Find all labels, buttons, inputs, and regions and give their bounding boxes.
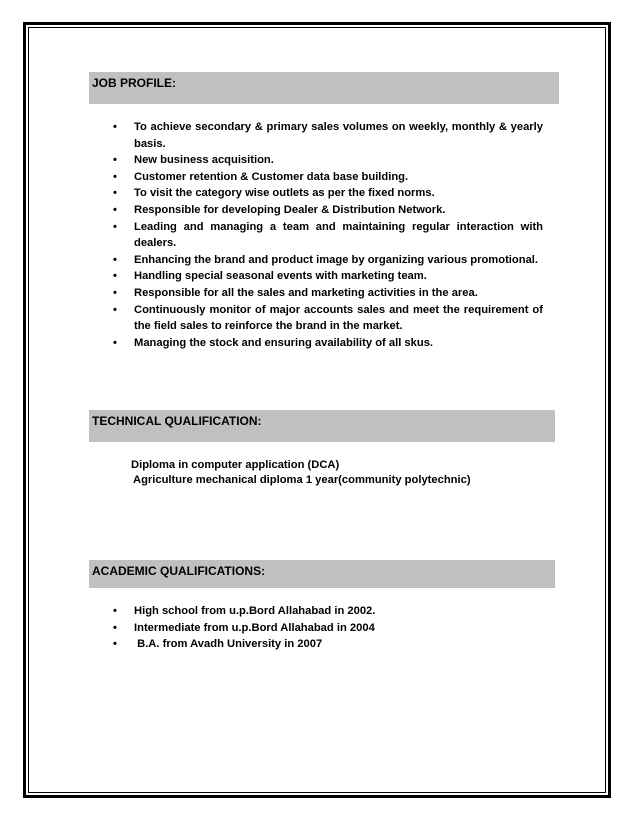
list-item xyxy=(113,285,543,302)
bullet-icon: • xyxy=(113,303,117,316)
list-item-text: Continuously monitor of major accounts sales and meet the requirement of the field sales to reinforce the brand in the market. xyxy=(134,303,543,333)
bullet-icon: • xyxy=(113,154,117,167)
list-item xyxy=(113,302,543,335)
technical-qualification-line: Agriculture mechanical diploma 1 year(community polytechnic) xyxy=(133,473,471,486)
list-item-text: Responsible for developing Dealer & Distribution Network. xyxy=(134,203,446,216)
list-item-text: To achieve secondary & primary sales volumes on weekly, monthly & yearly basis. xyxy=(134,121,543,150)
list-item-text: Managing the stock and ensuring availability of all skus. xyxy=(134,336,434,349)
job-profile-list xyxy=(113,119,543,351)
list-item xyxy=(113,169,543,186)
list-item-text: Handling special seasonal events with marketing team. xyxy=(134,270,427,283)
list-item-text: New business acquisition. xyxy=(134,154,274,167)
bullet-icon: • xyxy=(113,286,117,299)
academic-qualifications-heading: ACADEMIC QUALIFICATIONS: xyxy=(89,560,555,588)
bullet-icon: • xyxy=(113,187,117,200)
bullet-icon: • xyxy=(113,605,117,617)
list-item xyxy=(113,219,543,252)
technical-qualification-heading: TECHNICAL QUALIFICATION: xyxy=(89,410,555,442)
bullet-icon: • xyxy=(113,170,117,183)
list-item xyxy=(113,202,543,219)
list-item-text: To visit the category wise outlets as per the fixed norms. xyxy=(134,187,435,200)
technical-qualification-line: Diploma in computer application (DCA) xyxy=(131,459,340,471)
bullet-icon: • xyxy=(113,638,117,651)
bullet-icon: • xyxy=(113,203,117,216)
bullet-icon: • xyxy=(113,336,117,349)
list-item-text: B.A. from Avadh University in 2007 xyxy=(134,638,323,651)
list-item xyxy=(113,620,543,637)
list-item xyxy=(113,252,543,269)
list-item-text: Leading and managing a team and maintaining regular interaction with dealers. xyxy=(134,220,543,250)
bullet-icon: • xyxy=(113,621,117,634)
list-item-text: Customer retention & Customer data base building. xyxy=(134,170,409,183)
list-item xyxy=(113,335,543,352)
list-item-text: Enhancing the brand and product image by organizing various promotional. xyxy=(134,253,539,266)
bullet-icon: • xyxy=(113,220,117,233)
bullet-icon: • xyxy=(113,253,117,266)
list-item xyxy=(113,119,543,152)
job-profile-heading: JOB PROFILE: xyxy=(89,72,559,104)
list-item-text: Intermediate from u.p.Bord Allahabad in 2004 xyxy=(134,621,375,634)
list-item-text: High school from u.p.Bord Allahabad in 2002. xyxy=(134,605,376,617)
list-item xyxy=(113,268,543,285)
list-item xyxy=(113,603,543,620)
list-item-text: Responsible for all the sales and marketing activities in the area. xyxy=(134,286,478,299)
academic-qualifications-list xyxy=(113,603,543,653)
technical-qualification-block xyxy=(131,458,551,487)
bullet-icon: • xyxy=(113,121,117,133)
list-item xyxy=(113,185,543,202)
list-item xyxy=(113,152,543,169)
list-item xyxy=(113,636,543,653)
bullet-icon: • xyxy=(113,270,117,283)
